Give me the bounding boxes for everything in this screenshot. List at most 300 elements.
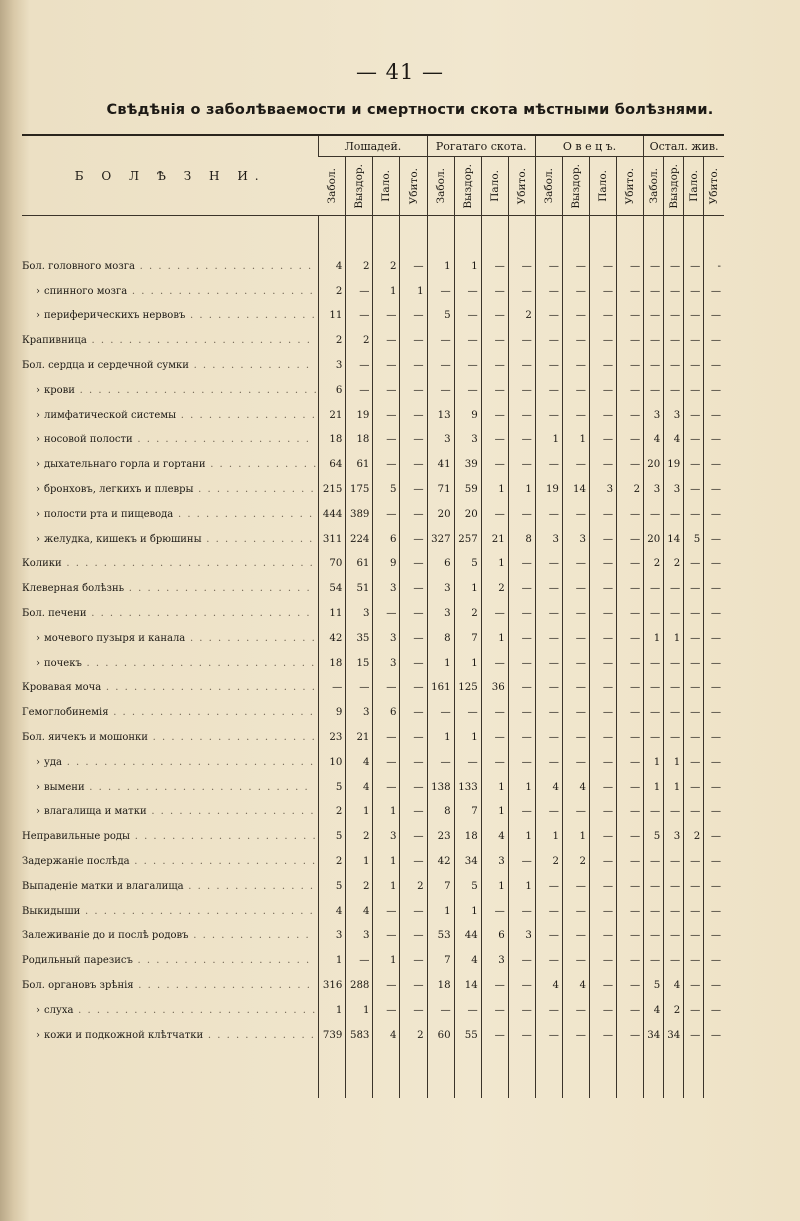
subheader-label: Забол. [542,168,555,204]
value-cell: — [373,502,400,527]
value-cell: — [535,304,562,329]
value-cell: 1 [644,750,664,775]
value-cell: — [481,973,508,998]
disease-name-cell [22,750,319,775]
subheader-recovered [346,157,373,216]
value-cell: — [589,651,616,676]
value-cell: — [508,601,535,626]
disease-name: Бол. яичекъ и мошонки [22,732,148,744]
value-cell: — [684,700,704,725]
disease-name: › вымени [22,782,85,793]
value-cell: — [704,998,724,1023]
value-cell: 5 [427,304,454,329]
subheader-sick [644,157,664,216]
disease-name: › мочевого пузыря и канала [22,633,185,644]
value-cell: — [589,725,616,750]
value-cell: — [427,998,454,1023]
value-cell: 7 [454,800,481,825]
value-cell: — [481,254,508,279]
value-cell: — [704,626,724,651]
value-cell: — [481,304,508,329]
value-cell: 1 [427,899,454,924]
value-cell: — [704,279,724,304]
value-cell: 3 [346,700,373,725]
value-cell: — [644,651,664,676]
value-cell: — [481,998,508,1023]
value-cell: — [704,874,724,899]
value-cell: — [589,428,616,453]
value-cell: — [400,725,427,750]
value-cell: 42 [319,626,346,651]
value-cell: — [589,998,616,1023]
value-cell: — [589,279,616,304]
value-cell: 1 [454,576,481,601]
table-row [22,800,724,825]
value-cell: 1 [373,800,400,825]
value-cell: — [454,353,481,378]
subheader-label: Пало. [597,170,610,202]
disease-name: › желудка, кишекъ и брюшины [22,534,202,545]
disease-name: › влагалища и матки [22,806,147,817]
value-cell: — [704,378,724,403]
value-cell: — [535,279,562,304]
value-cell: - [704,254,724,279]
value-cell: — [562,626,589,651]
subheader-sick [427,157,454,216]
value-cell: 444 [319,502,346,527]
value-cell: 5 [454,552,481,577]
value-cell: 3 [319,353,346,378]
value-cell: 4 [644,428,664,453]
value-cell: — [617,700,644,725]
group-header-horses: Лошадей. [319,136,427,157]
value-cell: 44 [454,924,481,949]
value-cell: — [535,353,562,378]
table-row [22,973,724,998]
value-cell: — [508,576,535,601]
value-cell: — [562,576,589,601]
value-cell: — [617,676,644,701]
value-cell: 1 [373,874,400,899]
value-cell: — [535,626,562,651]
value-cell: — [508,626,535,651]
value-cell: — [400,403,427,428]
disease-name-cell [22,800,319,825]
disease-name: Бол. сердца и сердечной сумки [22,360,189,372]
value-cell: — [684,502,704,527]
disease-name-cell [22,998,319,1023]
disease-name: Неправильные роды [22,831,131,843]
table-spacer-row [22,216,724,255]
value-cell: — [373,973,400,998]
value-cell: 1 [508,477,535,502]
value-cell: 1 [481,552,508,577]
value-cell: — [373,601,400,626]
value-cell: — [589,1023,616,1048]
disease-name: › спинного мозга [22,286,127,297]
value-cell: 1 [373,279,400,304]
value-cell: — [644,874,664,899]
value-cell: 2 [373,254,400,279]
value-cell: — [684,948,704,973]
disease-name-cell [22,899,319,924]
value-cell: 1 [319,948,346,973]
value-cell: 3 [664,403,684,428]
value-cell: — [704,973,724,998]
value-cell: 15 [346,651,373,676]
subheader-label: Убито. [708,167,721,205]
value-cell: 1 [481,800,508,825]
value-cell: 1 [454,899,481,924]
subheader-slaughtered [704,157,724,216]
value-cell: 288 [346,973,373,998]
value-cell: — [644,353,664,378]
value-cell: — [427,353,454,378]
table-row [22,948,724,973]
value-cell: 61 [346,552,373,577]
value-cell: — [481,601,508,626]
value-cell: 59 [454,477,481,502]
value-cell: — [617,304,644,329]
leader-dots: . . . . . . . . . . . . . . . [173,508,314,520]
value-cell: — [589,502,616,527]
value-cell: — [664,899,684,924]
table-row [22,403,724,428]
value-cell: 133 [454,775,481,800]
leader-dots: . . . . . . . . . . . . . . . . . . . . . . . . . . [74,384,319,396]
value-cell: — [562,552,589,577]
value-cell: — [400,378,427,403]
value-cell: — [704,800,724,825]
value-cell: 3 [373,651,400,676]
value-cell: 1 [346,800,373,825]
value-cell: — [704,403,724,428]
value-cell: — [704,527,724,552]
value-cell: — [684,924,704,949]
value-cell: — [400,998,427,1023]
subheader-died [684,157,704,216]
disease-name: Залеживаніе до и послѣ родовъ [22,930,189,942]
value-cell: — [664,874,684,899]
value-cell: — [535,725,562,750]
value-cell: — [684,1023,704,1048]
value-cell: — [664,576,684,601]
value-cell: — [684,998,704,1023]
subheader-label: Выздор. [461,163,474,209]
disease-name: Бол. органовъ зрѣнія [22,980,134,991]
value-cell: — [535,800,562,825]
disease-name-cell [22,676,319,701]
value-cell: — [373,750,400,775]
value-cell: — [454,328,481,353]
value-cell: — [589,775,616,800]
disease-name: › слуха [22,1005,73,1016]
value-cell: 18 [346,428,373,453]
value-cell: — [508,502,535,527]
leader-dots: . . . . . . . . . . . . . . . . . . . . [130,831,318,843]
value-cell: — [535,899,562,924]
value-cell: — [508,800,535,825]
value-cell: — [562,700,589,725]
value-cell: — [454,750,481,775]
leader-dots: . . . . . . . . . . . . . . . . . . . . . . . . . . [73,1004,317,1016]
disease-name: › дыхательнаго горла и гортани [22,459,206,470]
value-cell: — [400,899,427,924]
disease-name-cell [22,279,319,304]
value-cell: 20 [644,452,664,477]
value-cell: 18 [319,651,346,676]
value-cell: 7 [427,948,454,973]
subheader-label: Забол. [434,168,447,204]
value-cell: — [427,750,454,775]
disease-name: Выкидыши [22,905,81,917]
value-cell: 34 [644,1023,664,1048]
value-cell: — [346,948,373,973]
value-cell: — [644,576,664,601]
value-cell: — [319,676,346,701]
value-cell: — [589,948,616,973]
value-cell: — [589,800,616,825]
value-cell: 1 [481,775,508,800]
value-cell: 3 [644,403,664,428]
value-cell: — [684,750,704,775]
value-cell: — [481,452,508,477]
value-cell: — [664,378,684,403]
value-cell: — [508,1023,535,1048]
value-cell: 4 [562,973,589,998]
value-cell: — [562,279,589,304]
value-cell: 3 [454,428,481,453]
value-cell: 1 [644,626,664,651]
disease-name: Гемоглобинемія [22,707,109,719]
value-cell: — [644,279,664,304]
value-cell: 4 [319,254,346,279]
leader-dots: . . . . . . . . . . . . . . [183,880,315,892]
value-cell: — [617,651,644,676]
leader-dots: . . . . . . . . . . . . . . . . . . . . [127,285,315,297]
value-cell: — [535,750,562,775]
value-cell: — [346,304,373,329]
leader-dots: . . . . . . . . . . . . . . . [176,409,317,421]
value-cell: — [373,304,400,329]
disease-name: › почекъ [22,658,82,669]
subheader-sick [535,157,562,216]
value-cell: — [664,328,684,353]
value-cell: 54 [319,576,346,601]
value-cell: — [481,700,508,725]
value-cell: — [427,700,454,725]
value-cell: — [704,304,724,329]
value-cell: — [508,750,535,775]
value-cell: — [617,254,644,279]
value-cell: — [684,279,704,304]
value-cell: — [684,775,704,800]
table-row [22,626,724,651]
value-cell: — [454,304,481,329]
value-cell: — [535,651,562,676]
value-cell: — [617,899,644,924]
value-cell: 19 [346,403,373,428]
value-cell: — [617,452,644,477]
value-cell: 1 [427,254,454,279]
value-cell: — [684,576,704,601]
value-cell: 2 [617,477,644,502]
value-cell: — [664,800,684,825]
value-cell: — [562,874,589,899]
value-cell: 2 [684,824,704,849]
value-cell: — [535,676,562,701]
leader-dots: . . . . . . . . . . . . [203,1029,316,1041]
value-cell: 4 [644,998,664,1023]
value-cell: — [684,552,704,577]
value-cell: — [664,304,684,329]
value-cell: — [400,651,427,676]
value-cell: 2 [644,552,664,577]
table-row [22,849,724,874]
subheader-label: Убито. [515,167,528,205]
value-cell: — [481,651,508,676]
value-cell: — [704,428,724,453]
value-cell: — [617,428,644,453]
subheader-died [589,157,616,216]
disease-name-cell [22,948,319,973]
subheader-slaughtered [400,157,427,216]
value-cell: — [617,750,644,775]
value-cell: 71 [427,477,454,502]
table-row [22,279,724,304]
value-cell: 4 [454,948,481,973]
value-cell: — [562,304,589,329]
subheader-recovered [664,157,684,216]
leader-dots: . . . . . . . . . . . . . [193,484,316,496]
value-cell: — [684,874,704,899]
value-cell: 6 [481,924,508,949]
value-cell: 42 [427,849,454,874]
value-cell: 5 [319,824,346,849]
value-cell: — [508,279,535,304]
subheader-label: Убито. [407,167,420,205]
value-cell: — [589,676,616,701]
table-row [22,527,724,552]
value-cell: — [589,403,616,428]
value-cell: 2 [319,849,346,874]
value-cell: — [535,502,562,527]
value-cell: 1 [427,651,454,676]
value-cell: — [373,899,400,924]
value-cell: 1 [481,874,508,899]
leader-dots: . . . . . . . . . . . . . [188,930,311,942]
value-cell: — [664,502,684,527]
value-cell: — [664,353,684,378]
value-cell: — [664,700,684,725]
value-cell: — [508,849,535,874]
value-cell: — [644,924,664,949]
value-cell: — [562,378,589,403]
value-cell: — [535,948,562,973]
disease-column-header: Б О Л Ѣ З Н И. [22,136,319,216]
subheader-label: Пало. [380,170,393,202]
value-cell: 3 [481,849,508,874]
value-cell: — [454,700,481,725]
table-row [22,452,724,477]
value-cell: — [617,924,644,949]
value-cell: — [508,948,535,973]
value-cell: — [617,502,644,527]
value-cell: — [562,948,589,973]
value-cell: — [617,576,644,601]
value-cell: — [589,527,616,552]
leader-dots: . . . . . . . . . . . . . . . . . . . . . . [108,707,315,719]
value-cell: — [535,328,562,353]
value-cell: 3 [535,527,562,552]
value-cell: — [562,924,589,949]
value-cell: 1 [427,725,454,750]
value-cell: 2 [400,874,427,899]
subheader-sick [319,157,346,216]
table-row [22,1023,724,1048]
value-cell: — [704,849,724,874]
value-cell: — [481,899,508,924]
value-cell: — [664,948,684,973]
value-cell: 4 [346,775,373,800]
value-cell: — [644,328,664,353]
value-cell: 7 [454,626,481,651]
value-cell: — [589,601,616,626]
disease-name-cell [22,328,319,353]
value-cell: — [481,1023,508,1048]
value-cell: — [704,700,724,725]
value-cell: 21 [346,725,373,750]
leader-dots: . . . . . . . . . . . . . . . . . . . . . . . . [84,781,310,793]
value-cell: — [427,378,454,403]
value-cell: — [589,576,616,601]
value-cell: — [400,527,427,552]
disease-name-cell [22,254,319,279]
value-cell: — [704,502,724,527]
value-cell: — [644,725,664,750]
group-header-other: Остал. жив. [644,136,724,157]
value-cell: 1 [481,626,508,651]
leader-dots: . . . . . . . . . . . . . . . . . . [146,806,316,818]
value-cell: 175 [346,477,373,502]
value-cell: — [684,725,704,750]
value-cell: — [644,948,664,973]
disease-name-cell [22,601,319,626]
value-cell: 41 [427,452,454,477]
value-cell: 23 [427,824,454,849]
value-cell: — [644,254,664,279]
value-cell: — [373,676,400,701]
value-cell: — [644,800,664,825]
leader-dots: . . . . . . . . . . . . . . . . . . . . . . . . . [81,657,316,669]
value-cell: 3 [346,601,373,626]
disease-name-cell [22,304,319,329]
value-cell: 1 [481,477,508,502]
value-cell: — [508,552,535,577]
value-cell: — [373,353,400,378]
value-cell: 1 [508,874,535,899]
value-cell: — [373,328,400,353]
disease-name-cell [22,477,319,502]
value-cell: — [535,254,562,279]
disease-name-cell [22,874,319,899]
value-cell: — [508,428,535,453]
value-cell: 2 [319,279,346,304]
value-cell: 1 [373,948,400,973]
value-cell: 3 [427,601,454,626]
value-cell: — [400,800,427,825]
value-cell: — [400,576,427,601]
